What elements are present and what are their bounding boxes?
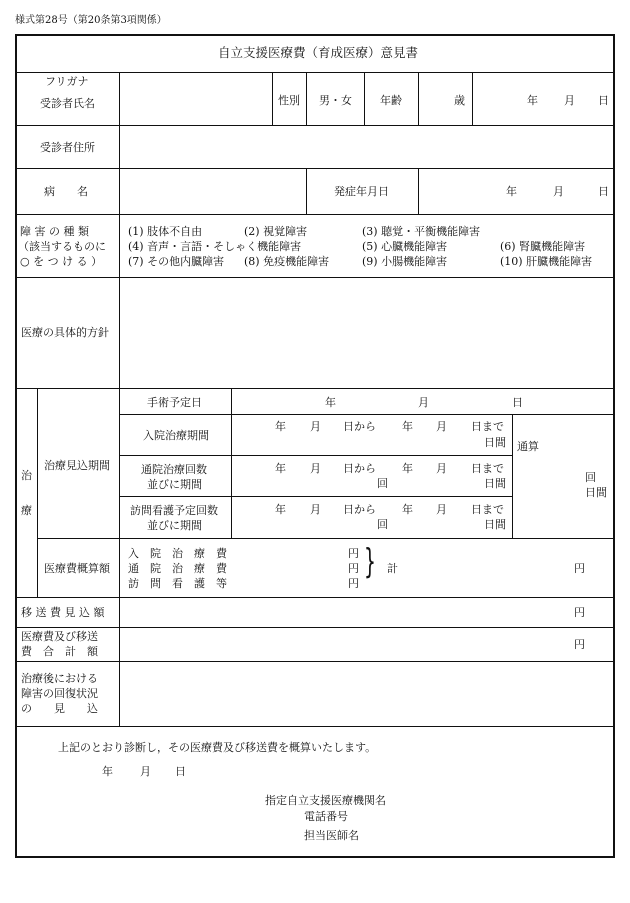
outpatient-label-1: 通院治療回数 (141, 463, 207, 476)
transport-label: 移 送 費 見 込 額 (21, 606, 105, 619)
period-label: 治療見込期間 (44, 459, 110, 472)
dob-day: 日 (598, 94, 609, 107)
frame-top (15, 34, 615, 36)
date-month: 月 (140, 765, 151, 778)
sum-label-2: 費 合 計 額 (21, 645, 98, 658)
inpatient-days: 日間 (484, 436, 506, 449)
frame-bottom (15, 856, 615, 858)
cost-item-visiting: 訪 問 看 護 等 (128, 577, 227, 590)
recovery-label-1: 治療後における (21, 672, 98, 685)
phone-label: 電話番号 (304, 810, 348, 823)
total-label: 通算 (517, 440, 539, 453)
visiting-to-month: 月 (436, 503, 447, 516)
outpatient-until: 日まで (471, 462, 504, 475)
address-label: 受診者住所 (40, 141, 95, 154)
visiting-label-1: 訪問看護予定回数 (130, 504, 218, 517)
outpatient-to-year: 年 (402, 462, 413, 475)
onset-label: 発症年月日 (334, 185, 389, 198)
inpatient-to-year: 年 (402, 420, 413, 433)
cost-yen-1: 円 (348, 547, 359, 560)
onset-day: 日 (598, 185, 609, 198)
outpatient-from-month: 月 (310, 462, 321, 475)
onset-year: 年 (506, 185, 517, 198)
visiting-from-year: 年 (275, 503, 286, 516)
visiting-from: 日から (343, 503, 376, 516)
visiting-label-2: 並びに期間 (147, 519, 202, 532)
total-times: 回 (585, 471, 596, 484)
sex-options[interactable]: 男・女 (319, 94, 352, 107)
inpatient-until: 日まで (471, 420, 504, 433)
date-day: 日 (175, 765, 186, 778)
cost-yen-3: 円 (348, 577, 359, 590)
visiting-to-year: 年 (402, 503, 413, 516)
treatment-side-2: 療 (21, 504, 32, 517)
visiting-from-month: 月 (310, 503, 321, 516)
furigana-label: フリガナ (45, 75, 89, 88)
outpatient-times: 回 (377, 477, 388, 490)
onset-month: 月 (553, 185, 564, 198)
disability-label-1: 障 害 の 種 類 (20, 225, 89, 238)
inpatient-to-month: 月 (436, 420, 447, 433)
outpatient-days: 日間 (484, 477, 506, 490)
surgery-day: 日 (512, 396, 523, 409)
visiting-until: 日まで (471, 503, 504, 516)
cost-item-outpatient: 通 院 治 療 費 (128, 562, 227, 575)
visiting-times: 回 (377, 518, 388, 531)
total-days: 日間 (585, 486, 607, 499)
inpatient-from: 日から (343, 420, 376, 433)
patient-name-label: 受診者氏名 (40, 97, 95, 110)
sum-yen: 円 (574, 638, 585, 651)
outpatient-label-2: 並びに期間 (147, 478, 202, 491)
cost-yen-2: 円 (348, 562, 359, 575)
disability-type-9[interactable]: (9) 小腸機能障害 (362, 255, 448, 268)
dob-year: 年 (527, 94, 538, 107)
date-year: 年 (102, 765, 113, 778)
age-unit: 歳 (454, 94, 465, 107)
disease-label: 病 名 (44, 185, 88, 198)
frame-right (613, 34, 615, 858)
disability-type-10[interactable]: (10) 肝臓機能障害 (500, 255, 593, 268)
declaration: 上記のとおり診断し，その医療費及び移送費を概算いたします。 (58, 741, 377, 754)
disability-type-1[interactable]: (1) 肢体不自由 (128, 225, 203, 238)
form-title: 自立支援医療費（育成医療）意見書 (218, 45, 419, 60)
treatment-side-1: 治 (21, 469, 32, 482)
dob-month: 月 (564, 94, 575, 107)
cost-sum-label: 計 (387, 562, 398, 575)
cost-item-inpatient: 入 院 治 療 費 (128, 547, 227, 560)
brace-icon: } (364, 542, 376, 582)
institution-label: 指定自立支援医療機関名 (265, 794, 386, 807)
surgery-year: 年 (325, 396, 336, 409)
inpatient-from-month: 月 (310, 420, 321, 433)
policy-label: 医療の具体的方針 (21, 326, 109, 339)
disability-type-2[interactable]: (2) 視覚障害 (244, 225, 308, 238)
doctor-label: 担当医師名 (304, 829, 359, 842)
sum-label-1: 医療費及び移送 (21, 630, 98, 643)
inpatient-label: 入院治療期間 (143, 429, 209, 442)
age-label: 年齢 (380, 94, 402, 107)
cost-sum-yen: 円 (574, 562, 585, 575)
outpatient-from: 日から (343, 462, 376, 475)
disability-label-2: （該当するものに (18, 240, 106, 253)
disability-type-5[interactable]: (5) 心臓機能障害 (362, 240, 448, 253)
outpatient-from-year: 年 (275, 462, 286, 475)
disability-type-7[interactable]: (7) その他内臓障害 (128, 255, 225, 268)
surgery-month: 月 (418, 396, 429, 409)
visiting-days: 日間 (484, 518, 506, 531)
disability-type-8[interactable]: (8) 免疫機能障害 (244, 255, 330, 268)
inpatient-from-year: 年 (275, 420, 286, 433)
disability-type-6[interactable]: (6) 腎臓機能障害 (500, 240, 586, 253)
recovery-label-3: の 見 込 (21, 702, 98, 715)
recovery-label-2: 障害の回復状況 (21, 687, 98, 700)
surgery-label: 手術予定日 (147, 396, 202, 409)
form-number: 様式第28号（第20条第3項関係） (15, 15, 167, 26)
cost-label: 医療費概算額 (44, 562, 110, 575)
transport-yen: 円 (574, 606, 585, 619)
sex-label: 性別 (278, 94, 300, 107)
disability-type-3[interactable]: (3) 聴覚・平衡機能障害 (362, 225, 481, 238)
frame-left (15, 34, 17, 858)
outpatient-to-month: 月 (436, 462, 447, 475)
disability-type-4[interactable]: (4) 音声・言語・そしゃく機能障害 (128, 240, 302, 253)
disability-label-3: ○ を つ け る ） (20, 255, 103, 268)
